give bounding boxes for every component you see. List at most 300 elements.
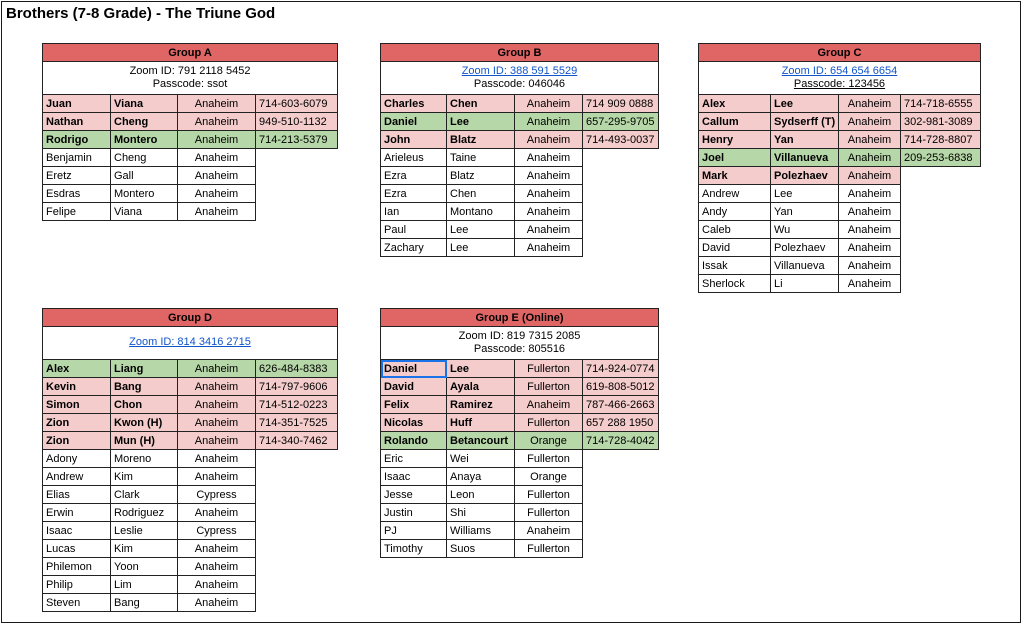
first-name-cell[interactable]: Felix [381,396,447,414]
member-row [43,113,338,131]
page-title: Brothers (7-8 Grade) - The Triune God [6,5,276,22]
zoom-id-link[interactable]: Zoom ID: 654 654 6654 [781,65,898,77]
phone-cell[interactable]: 714-728-4042 [583,432,659,450]
first-name-cell[interactable]: Arieleus [381,149,447,167]
first-name-cell[interactable]: Isaac [381,468,447,486]
member-row [381,167,659,185]
city-cell[interactable]: Anaheim [839,167,901,185]
first-name-cell[interactable]: Issak [699,257,771,275]
empty-cell [583,522,659,540]
passcode-text: Passcode: 805516 [473,343,566,355]
group-info-row [381,62,659,95]
empty-cell [256,540,338,558]
city-cell[interactable]: Anaheim [178,576,256,594]
city-cell[interactable]: Anaheim [515,522,583,540]
first-name-cell[interactable]: Ezra [381,167,447,185]
passcode-text: Passcode: ssot [152,78,228,90]
empty-cell [583,450,659,468]
city-cell[interactable]: Orange [515,432,583,450]
group-table [42,308,338,612]
member-row [381,131,659,149]
first-name-cell[interactable]: Kevin [43,378,111,396]
last-name-cell[interactable]: Li [771,275,839,293]
empty-cell [583,149,659,167]
city-cell[interactable]: Anaheim [178,149,256,167]
last-name-cell[interactable]: Shi [447,504,515,522]
phone-cell[interactable]: 714-340-7462 [256,432,338,450]
empty-cell [256,167,338,185]
city-cell[interactable]: Anaheim [839,113,901,131]
group-table [380,43,659,257]
first-name-cell[interactable]: Ezra [381,185,447,203]
last-name-cell[interactable]: Gall [111,167,178,185]
empty-cell [583,239,659,257]
last-name-cell[interactable]: Lee [447,221,515,239]
first-name-cell[interactable]: Daniel [381,360,447,378]
empty-cell [256,468,338,486]
city-cell[interactable]: Anaheim [515,131,583,149]
city-cell[interactable]: Anaheim [178,203,256,221]
member-row [43,167,338,185]
member-row [43,558,338,576]
group-name[interactable]: Group B [381,44,659,62]
city-cell[interactable]: Anaheim [839,131,901,149]
phone-cell[interactable]: 657 288 1950 [583,414,659,432]
first-name-cell[interactable]: Adony [43,450,111,468]
group-e-table [380,308,659,558]
city-cell[interactable]: Fullerton [515,504,583,522]
first-name-cell[interactable]: Joel [699,149,771,167]
first-name-cell[interactable]: Simon [43,396,111,414]
member-row [699,149,981,167]
last-name-cell[interactable]: Viana [111,203,178,221]
empty-cell [583,203,659,221]
member-row [43,540,338,558]
last-name-cell[interactable]: Bang [111,594,178,612]
first-name-cell[interactable]: Benjamin [43,149,111,167]
last-name-cell[interactable]: Cheng [111,149,178,167]
first-name-cell[interactable]: Andrew [43,468,111,486]
empty-cell [256,594,338,612]
member-row [43,468,338,486]
phone-cell[interactable]: 714-351-7525 [256,414,338,432]
empty-cell [256,149,338,167]
group-header-row [43,44,338,62]
phone-cell[interactable]: 209-253-6838 [901,149,981,167]
passcode-text: Passcode: 123456 [793,78,886,90]
member-row [381,414,659,432]
group-d-table [42,308,338,612]
member-row [381,221,659,239]
member-row [381,540,659,558]
first-name-cell[interactable]: Lucas [43,540,111,558]
phone-cell[interactable]: 619-808-5012 [583,378,659,396]
member-row [699,239,981,257]
last-name-cell[interactable]: Kim [111,540,178,558]
last-name-cell[interactable]: Kim [111,468,178,486]
first-name-cell[interactable]: Callum [699,113,771,131]
phone-cell[interactable]: 714-924-0774 [583,360,659,378]
first-name-cell[interactable]: Elias [43,486,111,504]
last-name-cell[interactable]: Chen [447,185,515,203]
member-row [43,414,338,432]
first-name-cell[interactable]: Rolando [381,432,447,450]
last-name-cell[interactable]: Bang [111,378,178,396]
city-cell[interactable]: Anaheim [178,594,256,612]
zoom-info-cell[interactable] [43,62,338,95]
last-name-cell[interactable]: Chen [447,95,515,113]
last-name-cell[interactable]: Liang [111,360,178,378]
group-name[interactable]: Group A [43,44,338,62]
last-name-cell[interactable]: Polezhaev [771,239,839,257]
last-name-cell[interactable]: Rodriguez [111,504,178,522]
last-name-cell[interactable]: Villanueva [771,149,839,167]
last-name-cell[interactable]: Leon [447,486,515,504]
group-info-row [43,62,338,95]
member-row [381,95,659,113]
phone-cell[interactable]: 626-484-8383 [256,360,338,378]
last-name-cell[interactable]: Sydserff (T) [771,113,839,131]
group-name[interactable]: Group E (Online) [381,309,659,327]
empty-cell [583,185,659,203]
last-name-cell[interactable]: Clark [111,486,178,504]
phone-cell[interactable]: 714-603-6079 [256,95,338,113]
last-name-cell[interactable]: Viana [111,95,178,113]
member-row [699,257,981,275]
last-name-cell[interactable]: Williams [447,522,515,540]
phone-cell[interactable]: 787-466-2663 [583,396,659,414]
group-header-row [381,309,659,327]
member-row [381,113,659,131]
empty-cell [583,504,659,522]
city-cell[interactable]: Anaheim [178,468,256,486]
group-info-row [381,327,659,360]
first-name-cell[interactable]: Zion [43,432,111,450]
first-name-cell[interactable]: Daniel [381,113,447,131]
last-name-cell[interactable]: Polezhaev [771,167,839,185]
member-row [381,396,659,414]
city-cell[interactable]: Anaheim [839,185,901,203]
group-c-table [698,43,981,293]
member-row [43,594,338,612]
empty-cell [901,185,981,203]
city-cell[interactable]: Anaheim [515,149,583,167]
empty-cell [901,239,981,257]
member-row [381,504,659,522]
group-header-row [699,44,981,62]
empty-cell [256,576,338,594]
city-cell[interactable]: Anaheim [178,396,256,414]
last-name-cell[interactable]: Lee [447,113,515,131]
last-name-cell[interactable]: Leslie [111,522,178,540]
city-cell[interactable]: Anaheim [178,450,256,468]
last-name-cell[interactable]: Lee [771,185,839,203]
first-name-cell[interactable]: Jesse [381,486,447,504]
member-row [43,149,338,167]
empty-cell [583,486,659,504]
last-name-cell[interactable]: Blatz [447,131,515,149]
member-row [43,450,338,468]
phone-cell[interactable]: 657-295-9705 [583,113,659,131]
member-row [381,450,659,468]
group-header-row [381,44,659,62]
group-name[interactable]: Group D [43,309,338,327]
city-cell[interactable]: Anaheim [515,95,583,113]
first-name-cell[interactable]: Isaac [43,522,111,540]
group-info-row [699,62,981,95]
first-name-cell[interactable]: Mark [699,167,771,185]
last-name-cell[interactable]: Huff [447,414,515,432]
city-cell[interactable]: Anaheim [839,95,901,113]
city-cell[interactable]: Anaheim [178,95,256,113]
first-name-cell[interactable]: Justin [381,504,447,522]
city-cell[interactable]: Anaheim [515,221,583,239]
first-name-cell[interactable]: Andrew [699,185,771,203]
first-name-cell[interactable]: Timothy [381,540,447,558]
zoom-info-cell[interactable] [699,62,981,95]
group-header-row [43,309,338,327]
last-name-cell[interactable]: Chon [111,396,178,414]
first-name-cell[interactable]: Juan [43,95,111,113]
city-cell[interactable]: Anaheim [515,113,583,131]
member-row [381,149,659,167]
first-name-cell[interactable]: Zachary [381,239,447,257]
zoom-id-link[interactable]: Zoom ID: 814 3416 2715 [129,335,251,348]
member-row [381,185,659,203]
first-name-cell[interactable]: Alex [43,360,111,378]
first-name-cell[interactable]: Sherlock [699,275,771,293]
member-row [699,203,981,221]
group-info-row [43,327,338,360]
last-name-cell[interactable]: Suos [447,540,515,558]
last-name-cell[interactable]: Wu [771,221,839,239]
member-row [699,95,981,113]
member-row [699,221,981,239]
city-cell[interactable]: Anaheim [178,185,256,203]
group-table [698,43,981,293]
city-cell[interactable]: Anaheim [178,113,256,131]
city-cell[interactable]: Anaheim [839,221,901,239]
group-a-table [42,43,338,221]
first-name-cell[interactable]: Charles [381,95,447,113]
last-name-cell[interactable]: Cheng [111,113,178,131]
last-name-cell[interactable]: Taine [447,149,515,167]
first-name-cell[interactable]: Eric [381,450,447,468]
member-row [381,239,659,257]
zoom-info-cell[interactable] [43,327,338,360]
last-name-cell[interactable]: Yan [771,203,839,221]
member-row [699,185,981,203]
first-name-cell[interactable]: Philemon [43,558,111,576]
member-row [699,275,981,293]
last-name-cell[interactable]: Yan [771,131,839,149]
phone-cell[interactable]: 949-510-1132 [256,113,338,131]
last-name-cell[interactable]: Kwon (H) [111,414,178,432]
phone-cell[interactable]: 714 909 0888 [583,95,659,113]
city-cell[interactable]: Cypress [178,522,256,540]
member-row [381,432,659,450]
first-name-cell[interactable]: Steven [43,594,111,612]
member-row [43,95,338,113]
member-row [43,396,338,414]
member-row [381,486,659,504]
first-name-cell[interactable]: Esdras [43,185,111,203]
member-row [43,203,338,221]
zoom-id-link[interactable]: Zoom ID: 388 591 5529 [461,65,578,77]
city-cell[interactable]: Anaheim [178,432,256,450]
city-cell[interactable]: Fullerton [515,360,583,378]
first-name-cell[interactable]: Alex [699,95,771,113]
member-row [43,185,338,203]
city-cell[interactable]: Anaheim [178,131,256,149]
empty-cell [256,450,338,468]
member-row [43,360,338,378]
first-name-cell[interactable]: Ian [381,203,447,221]
city-cell[interactable]: Anaheim [515,167,583,185]
first-name-cell[interactable]: Andy [699,203,771,221]
last-name-cell[interactable]: Mun (H) [111,432,178,450]
first-name-cell[interactable]: Rodrigo [43,131,111,149]
member-row [699,113,981,131]
last-name-cell[interactable]: Ramirez [447,396,515,414]
city-cell[interactable]: Anaheim [178,504,256,522]
empty-cell [256,185,338,203]
city-cell[interactable]: Anaheim [515,396,583,414]
member-row [381,203,659,221]
phone-cell[interactable]: 714-213-5379 [256,131,338,149]
member-row [381,360,659,378]
group-b-table [380,43,659,257]
empty-cell [256,558,338,576]
city-cell[interactable]: Anaheim [178,360,256,378]
city-cell[interactable]: Cypress [178,486,256,504]
city-cell[interactable]: Fullerton [515,414,583,432]
last-name-cell[interactable]: Villanueva [771,257,839,275]
phone-cell[interactable]: 714-493-0037 [583,131,659,149]
city-cell[interactable]: Anaheim [178,167,256,185]
city-cell[interactable]: Fullerton [515,450,583,468]
last-name-cell[interactable]: Wei [447,450,515,468]
last-name-cell[interactable]: Lee [771,95,839,113]
phone-cell[interactable]: 714-718-6555 [901,95,981,113]
city-cell[interactable]: Anaheim [839,275,901,293]
last-name-cell[interactable]: Yoon [111,558,178,576]
city-cell[interactable]: Fullerton [515,540,583,558]
city-cell[interactable]: Orange [515,468,583,486]
member-row [699,131,981,149]
empty-cell [901,221,981,239]
empty-cell [583,540,659,558]
city-cell[interactable]: Anaheim [178,414,256,432]
empty-cell [583,167,659,185]
last-name-cell[interactable]: Anaya [447,468,515,486]
empty-cell [901,203,981,221]
phone-cell[interactable]: 714-797-9606 [256,378,338,396]
city-cell[interactable]: Anaheim [178,558,256,576]
last-name-cell[interactable]: Betancourt [447,432,515,450]
empty-cell [256,522,338,540]
phone-cell[interactable]: 302-981-3089 [901,113,981,131]
first-name-cell[interactable]: Paul [381,221,447,239]
zoom-id-text: Zoom ID: 819 7315 2085 [458,330,581,342]
empty-cell [256,203,338,221]
group-name[interactable]: Group C [699,44,981,62]
city-cell[interactable]: Fullerton [515,486,583,504]
last-name-cell[interactable]: Montero [111,131,178,149]
member-row [43,131,338,149]
phone-cell[interactable]: 714-512-0223 [256,396,338,414]
city-cell[interactable]: Anaheim [515,203,583,221]
city-cell[interactable]: Anaheim [839,239,901,257]
first-name-cell[interactable]: Felipe [43,203,111,221]
first-name-cell[interactable]: Philip [43,576,111,594]
city-cell[interactable]: Anaheim [839,149,901,167]
member-row [43,504,338,522]
member-row [43,486,338,504]
first-name-cell[interactable]: Nicolas [381,414,447,432]
group-table [42,43,338,221]
first-name-cell[interactable]: Erwin [43,504,111,522]
empty-cell [583,468,659,486]
member-row [381,522,659,540]
city-cell[interactable]: Anaheim [515,239,583,257]
first-name-cell[interactable]: John [381,131,447,149]
last-name-cell[interactable]: Blatz [447,167,515,185]
empty-cell [901,167,981,185]
first-name-cell[interactable]: David [381,378,447,396]
first-name-cell[interactable]: Nathan [43,113,111,131]
last-name-cell[interactable]: Lim [111,576,178,594]
member-row [43,522,338,540]
last-name-cell[interactable]: Ayala [447,378,515,396]
empty-cell [583,221,659,239]
member-row [381,468,659,486]
city-cell[interactable]: Anaheim [178,378,256,396]
last-name-cell[interactable]: Lee [447,360,515,378]
empty-cell [901,275,981,293]
city-cell[interactable]: Anaheim [178,540,256,558]
passcode-text: Passcode: 046046 [473,78,566,90]
zoom-id-text: Zoom ID: 791 2118 5452 [129,65,251,77]
last-name-cell[interactable]: Montero [111,185,178,203]
city-cell[interactable]: Anaheim [515,185,583,203]
first-name-cell[interactable]: Eretz [43,167,111,185]
last-name-cell[interactable]: Montano [447,203,515,221]
empty-cell [256,486,338,504]
last-name-cell[interactable]: Lee [447,239,515,257]
zoom-info-cell[interactable] [381,327,659,360]
empty-cell [256,504,338,522]
first-name-cell[interactable]: David [699,239,771,257]
empty-cell [901,257,981,275]
member-row [43,378,338,396]
zoom-info-cell[interactable] [381,62,659,95]
phone-cell[interactable]: 714-728-8807 [901,131,981,149]
member-row [43,576,338,594]
last-name-cell[interactable]: Moreno [111,450,178,468]
first-name-cell[interactable]: Zion [43,414,111,432]
member-row [381,378,659,396]
city-cell[interactable]: Anaheim [839,203,901,221]
member-row [699,167,981,185]
member-row [43,432,338,450]
city-cell[interactable]: Anaheim [839,257,901,275]
first-name-cell[interactable]: Caleb [699,221,771,239]
first-name-cell[interactable]: PJ [381,522,447,540]
city-cell[interactable]: Fullerton [515,378,583,396]
first-name-cell[interactable]: Henry [699,131,771,149]
group-table [380,308,659,558]
